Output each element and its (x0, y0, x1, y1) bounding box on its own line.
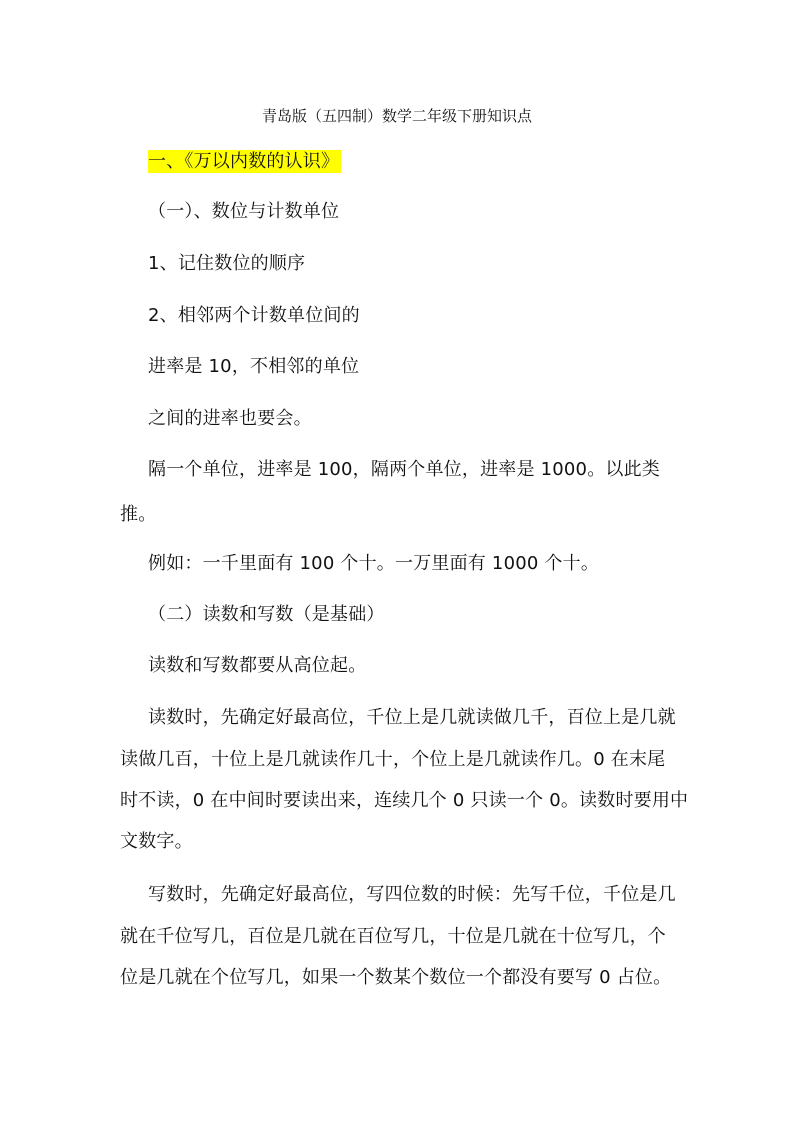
paragraph-3-line-1: 写数时，先确定好最高位，写四位数的时候：先写千位，千位是几 (148, 884, 676, 905)
paragraph-2-line-2: 读做几百，十位上是几就读作几十，个位上是几就读作几。0 在末尾 (120, 749, 666, 770)
paragraph-2-line-3: 时不读，0 在中间时要读出来，连续几个 0 只读一个 0。读数时要用中 (120, 790, 689, 811)
paragraph-2-line-1: 读数时，先确定好最高位，千位上是几就读做几千，百位上是几就 (148, 707, 676, 728)
document-title: 青岛版（五四制）数学二年级下册知识点 (261, 107, 532, 125)
list-item-1: 1、记住数位的顺序 (148, 253, 306, 274)
section-heading (148, 150, 341, 174)
list-item-2-line-2: 进率是 10，不相邻的单位 (148, 356, 360, 377)
read-write-line: 读数和写数都要从高位起。 (148, 655, 367, 676)
example-line: 例如：一千里面有 100 个十。一万里面有 1000 个十。 (148, 553, 600, 574)
paragraph-3-line-3: 位是几就在个位写几，如果一个数某个数位一个都没有要写 0 占位。 (120, 967, 672, 988)
subheading-2: （二）读数和写数（是基础） (148, 604, 385, 625)
paragraph-2-line-4: 文数字。 (120, 831, 193, 852)
subheading-1: （一）、数位与计数单位 (148, 201, 340, 222)
paragraph-1-line-2: 推。 (120, 504, 157, 525)
paragraph-1-line-1: 隔一个单位，进率是 100，隔两个单位，进率是 1000。以此类 (148, 459, 661, 480)
paragraph-3-line-2: 就在千位写几，百位是几就在百位写几，十位是几就在十位写几，个 (120, 926, 666, 947)
list-item-2-line-1: 2、相邻两个计数单位间的 (148, 305, 360, 326)
section-heading-text: 一、《万以内数的认识》 (148, 151, 340, 172)
list-item-2-line-3: 之间的进率也要会。 (148, 408, 312, 429)
